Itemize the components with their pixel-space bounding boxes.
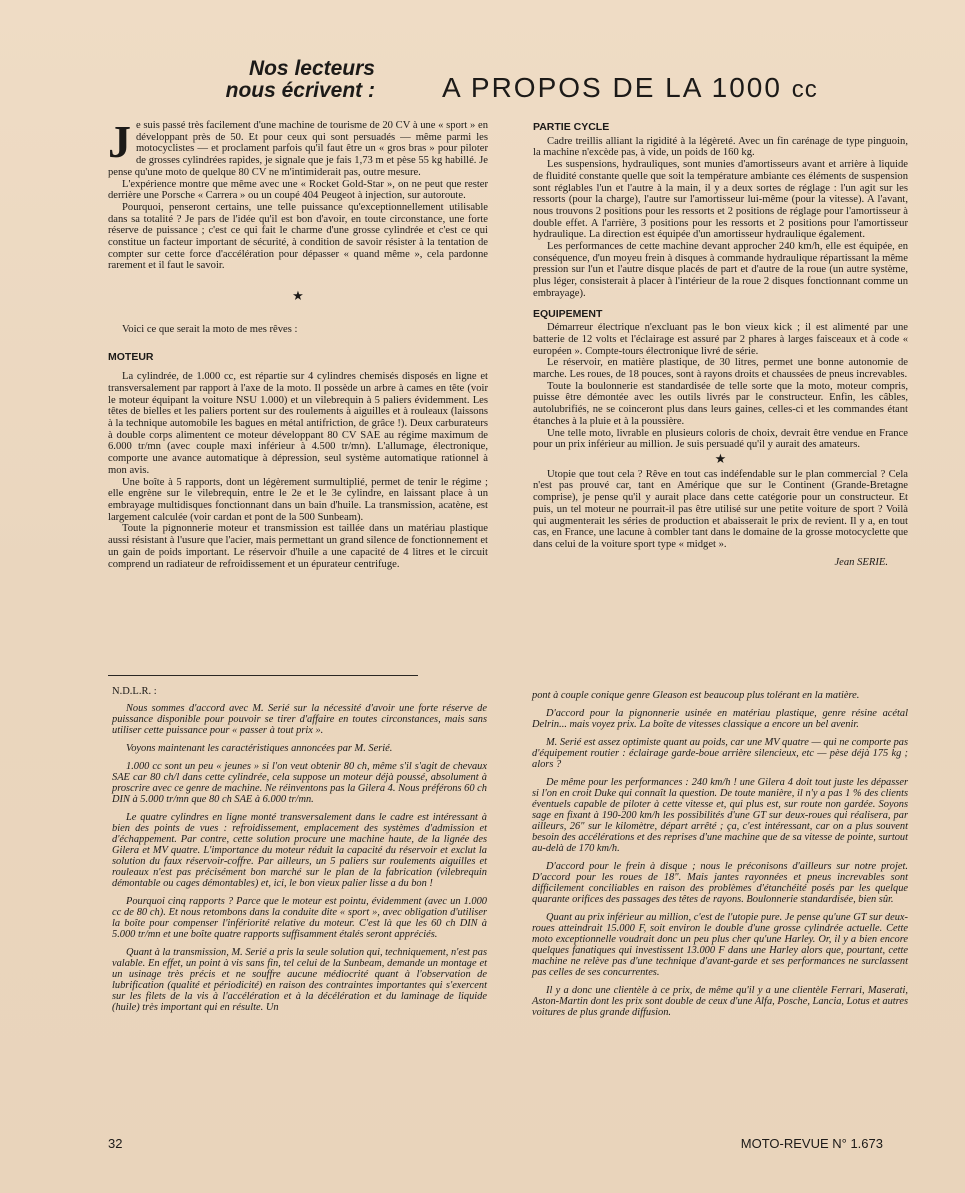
intro-paragraph: Je suis passé très facilement d'une machine de tourisme de 20 CV à une « sport » en développant près de 50. Et pour ceux qui sont persuadés — même parmi les motocyclistes — et proclament parfois qu'il faut être un « gros bras » pour piloter de grosses cylindrées rapides, je signale que je fais 1,73 m et pèse 55 kg habillé. Je pense qu'une moto de quelque 80 CV ne m'intimiderait pas, outre mesure.: [108, 116, 488, 178]
ndlr-paragraph: Le quatre cylindres en ligne monté transversalement dans le cadre est intéressant à bien des points de vues : refroidissement, emplacement des systèmes d'admission et d'échappement. Par contre, cette solution procure une machine haute, de la lignée des Gilera et MV quatre. L'importance du moteur réduit la capacité du réservoir et exclut la solution du faux réservoir-coffre. Par ailleurs, un 5 paliers sur roulements aiguilles et rouleaux n'est pas précisément bon marché sur le plan de la fabrication (vilebrequin démontable ou cages démontables) et, ici, le bon vieux palier lisse a du bon !: [112, 812, 487, 889]
ndlr-paragraph: Nous sommes d'accord avec M. Serié sur la nécessité d'avoir une forte réserve de puissance disponible pour pouvoir se tirer d'affaire en toutes circonstances, mais sans utiliser cette puissance pour « passer à tout prix ».: [112, 703, 487, 736]
ndlr-heading: N.D.L.R. :: [112, 686, 157, 697]
ndlr-paragraph: De même pour les performances : 240 km/h ! une Gilera 4 doit tout juste les dépasser si l'on en croit Duke qui connaît la question. De toute manière, il n'y a pas 1 % des clients éventuels capable de piloter à cette vitesse et, qui plus est, sur route non gardée. Soyons sage en fixant à 190-200 km/h les possibilités d'une GT sur deux-roues qui réalisera, par ailleurs, 26" sur le kilomètre, départ arrêté ; ça, c'est intéressant, car on a plus souvent besoin des accélérations et des reprises d'une machine que de sa vitesse de pointe, surtout au-delà de 170 km/h.: [532, 777, 908, 854]
letter-right-column: [533, 122, 908, 568]
ndlr-paragraph: Pourquoi cinq rapports ? Parce que le moteur est pointu, évidemment (avec un 1.000 cc de 80 ch). Et nous retombons dans la conduite dite « sport », avec obligation d'utiliser la boîte pour compenser l'infériorité relative du moteur. C'est là que les 60 ch DIN à 5.000 tr/mn et une boîte quatre rapports suffisamment étalés seront appréciés.: [112, 896, 487, 940]
intro-paragraph: Pourquoi, penseront certains, une telle puissance qu'exceptionnellement utilisable dans sa totalité ? Je pars de l'idée qu'il est bon d'avoir, en toute circonstance, une forte réserve de puissance ; c'est ce qui fait le charme d'une grosse cylindrée et c'est ce qui constitue un facteur important de sécurité, à condition de savoir résister à la tentation de compter sur cette force d'accélération pour dépasser « quand même », cela pardonne rarement et il faut le savoir.: [108, 201, 488, 272]
moteur-paragraph: Toute la pignonnerie moteur et transmission est taillée dans un matériau plastique aussi résistant à l'usure que l'acier, mais permettant un grand silence de fonctionnement et un gain de poids important. Le réservoir d'huile a une capacité de 4 litres et le circuit comprend un radiateur de refroidissement et un épurateur centrifuge.: [108, 523, 488, 570]
utopie-paragraph: Utopie que tout cela ? Rêve en tout cas indéfendable sur le plan commercial ? Cela n'est pas prouvé car, tant en Amérique que sur le Continent (Grande-Bretagne comprise), je pense qu'il y aurait place dans cette catégorie pour un constructeur. Et puis, un tel moteur ne pourrait-il pas être utilisé sur une petite voiture de sport ? Voilà qui augmenterait les séries de production et abaisserait le prix de revient. Il y a, en tout cas, en France, une lacune à combler tant dans le domaine de la grosse motocyclette que dans celui de la voiture sport type « midget ».: [533, 468, 908, 550]
separator-star: ★: [714, 450, 727, 466]
equip-paragraph: Démarreur électrique n'excluant pas le bon vieux kick ; il est alimenté par une batterie de 12 volts et l'éclairage est assuré par 2 phares à larges faisceaux et à code « européen ». Compte-tours électronique livré de série.: [533, 322, 908, 357]
dropcap: J: [108, 116, 131, 167]
ndlr-left-column: [112, 686, 487, 1020]
intro-paragraph: L'expérience montre que même avec une « Rocket Gold-Star », on ne peut que rester derrière une Porsche « Carrera » ou un coupé 404 Peugeot à injection, sur autoroute.: [108, 178, 488, 202]
partie-paragraph: Les suspensions, hydrauliques, sont munies d'amortisseurs avant et arrière à liquide de fluidité constante quelle que soit la température ambiante ces éléments de suspension sont réglables l'un et l'autre à la main, il y a deux sortes de réglage : l'un agit sur les ressorts (pour la charge), l'autre sur l'amortisseur lui-même (pour la vitesse). A l'avant, nous trouvons 2 positions pour les ressorts et 2 positions de réglage pour l'amortisseur à double effet. A l'arrière, 3 positions pour les ressorts et 2 positions pour l'amortisseur hydraulique. La direction est équipée d'un amortisseur hydraulique également.: [533, 159, 908, 241]
separator-star: ★: [292, 288, 304, 304]
ndlr-right-column: [532, 690, 908, 1025]
moteur-paragraph: La cylindrée, de 1.000 cc, est répartie sur 4 cylindres chemisés disposés en ligne et transversalement par rapport à l'axe de la moto. Il possède un arbre à cames en tête (voir le moteur équipant la voiture NSU 1.000) et un vilebrequin à 5 paliers évidemment. Les têtes de bielles et les paliers portent sur des roulements à aiguilles et à rouleaux (laissons à la technique automobile les bagues en métal antifriction, de grâce !). Deux carburateurs à double corps alimentent ce moteur développant 80 CV SAE au régime maximum de 6.000 tr/mn (avec couple maxi inférieur à 4.500 tr/mn). L'allumage, électronique, comporte une avance automatique à dépression, seul système automatique rationnel à mon avis.: [108, 371, 488, 476]
ndlr-paragraph: 1.000 cc sont un peu « jeunes » si l'on veut obtenir 80 ch, même s'il s'agit de chevaux SAE car 80 ch/l dans cette cylindrée, cela suppose un moteur déjà poussé, absolument à proscrire avec ce genre de machine. Ne réinventons pas la Gilera 4. Nous préférons 60 ch DIN à 5.000 tr/mn que 80 ch SAE à 6.000 tr/mn.: [112, 761, 487, 805]
page-number: 32: [108, 1136, 123, 1151]
equip-paragraph: Le réservoir, en matière plastique, de 30 litres, permet une bonne autonomie de marche. Les roues, de 18 pouces, sont à rayons droits et chaussées de pneus increvables.: [533, 357, 908, 381]
magazine-footer: MOTO-REVUE N° 1.673: [740, 1136, 883, 1151]
ndlr-paragraph: pont à couple conique genre Gleason est beaucoup plus tolérant en la matière.: [532, 690, 860, 701]
section-title-equipement: EQUIPEMENT: [533, 307, 603, 320]
article-title: [442, 72, 818, 104]
letter-left-column: [108, 116, 488, 570]
ndlr-paragraph: Voyons maintenant les caractéristiques annoncées par M. Serié.: [126, 743, 393, 754]
dreams-line: Voici ce que serait la moto de mes rêves :: [122, 323, 298, 335]
ndlr-paragraph: Quant à la transmission, M. Serié a pris la seule solution qui, techniquement, n'est pas valable. En effet, un point à vis sans fin, tel celui de la Sunbeam, demande un montage et un usinage très précis et ne souffre aucune médiocrité quant à l'observation de lubrification (qualité et périodicité) en raison des contraintes importantes qui s'exercent sur les filets de la vis à l'accélération et à la décélération et du laminage de liquide (huile) très important qui en résulte. Un: [112, 947, 487, 1013]
moteur-paragraph: Une boîte à 5 rapports, dont un légèrement surmultiplié, permet de tenir le régime ; elle engrène sur le vilebrequin, entre le 2e et le 3e cylindre, en laissant place à un embrayage multidisques fonctionnant dans un bain d'huile. La transmission, acatène, est largement calculée (voir cardan et pont de la 500 Sunbeam).: [108, 476, 488, 523]
rubric-line-1: Nos lecteurs: [248, 57, 375, 80]
ndlr-paragraph: Il y a donc une clientèle à ce prix, de même qu'il y a une clientèle Ferrari, Maserati, Aston-Martin dont les prix sont double de ceux d'une Alfa, Posche, Lancia, Lotus et autres voitures de plus grande diffusion.: [532, 985, 908, 1018]
rubric-heading: [175, 58, 375, 102]
article-title-unit: cc: [791, 76, 818, 103]
partie-paragraph: Les performances de cette machine devant approcher 240 km/h, elle est équipée, en conséquence, d'un moyeu frein à disques à commande hydraulique répartissant la même pression sur l'un et l'autre disque placés de part et d'autre de la roue (un autre système, plus léger, consisterait à placer à l'intérieur de la roue 2 disques fonctionnant comme un embrayage).: [533, 241, 908, 299]
ndlr-paragraph: M. Serié est assez optimiste quant au poids, car une MV quatre — qui ne comporte pas d'équipement routier : éclairage garde-boue arrière silencieux, etc — pèse déjà 175 kg ; alors ?: [532, 737, 908, 770]
signature: Jean SERIE.: [834, 556, 888, 568]
article-title-main: A PROPOS DE LA 1000: [442, 72, 782, 103]
ndlr-paragraph: D'accord pour le frein à disque ; nous le préconisons d'ailleurs sur notre projet. D'accord pour les roues de 18". Mais jantes rayonnées et pneus increvables sont difficilement conciliables en raison des problèmes d'étanchéité posés par les quelque quarante orifices des passages des têtes de rayons. Boulonnerie standardisée, bien sûr.: [532, 861, 908, 905]
rubric-line-2: nous écrivent :: [225, 79, 375, 102]
partie-paragraph: Cadre treillis alliant la rigidité à la légèreté. Avec un fin carénage de type pinguoin, la machine n'excède pas, à vide, un poids de 160 kg.: [533, 135, 908, 159]
section-title-moteur: MOTEUR: [108, 350, 154, 363]
equip-paragraph: Une telle moto, livrable en plusieurs coloris de choix, devrait être vendue en France pour un prix inférieur au million. Je suis persuadé qu'il y aurait des amateurs.: [533, 427, 908, 451]
divider-rule: [108, 675, 418, 676]
section-title-partie-cycle: PARTIE CYCLE: [533, 121, 610, 133]
ndlr-paragraph: D'accord pour la pignonnerie usinée en matériau plastique, genre résine acétal Delrin... mais voyez prix. La boîte de vitesses classique a encore un bel avenir.: [532, 708, 908, 730]
ndlr-paragraph: Quant au prix inférieur au million, c'est de l'utopie pure. Je pense qu'une GT sur deux-roues atteindrait 15.000 F, soit environ le double d'une grosse cylindrée actuelle. Cette moto exceptionnelle voudrait donc un peu plus cher qu'une Harley. Or, il y a bien encore quelques fanatiques qui investissent 13.000 F dans une Harley alors que, pourtant, cette machine ne relève pas d'une technique d'avant-garde et ses performances ne surclassent pas celles de ses concurrentes.: [532, 912, 908, 978]
equip-paragraph: Toute la boulonnerie est standardisée de telle sorte que la moto, moteur compris, puisse être démontée avec les outils livrés par le constructeur. Enfin, les câbles, autolubrifiés, ne se coinceront plus dans leurs gaines, celles-ci et les commandes étant étanches à la pluie et à la poussière.: [533, 380, 908, 427]
